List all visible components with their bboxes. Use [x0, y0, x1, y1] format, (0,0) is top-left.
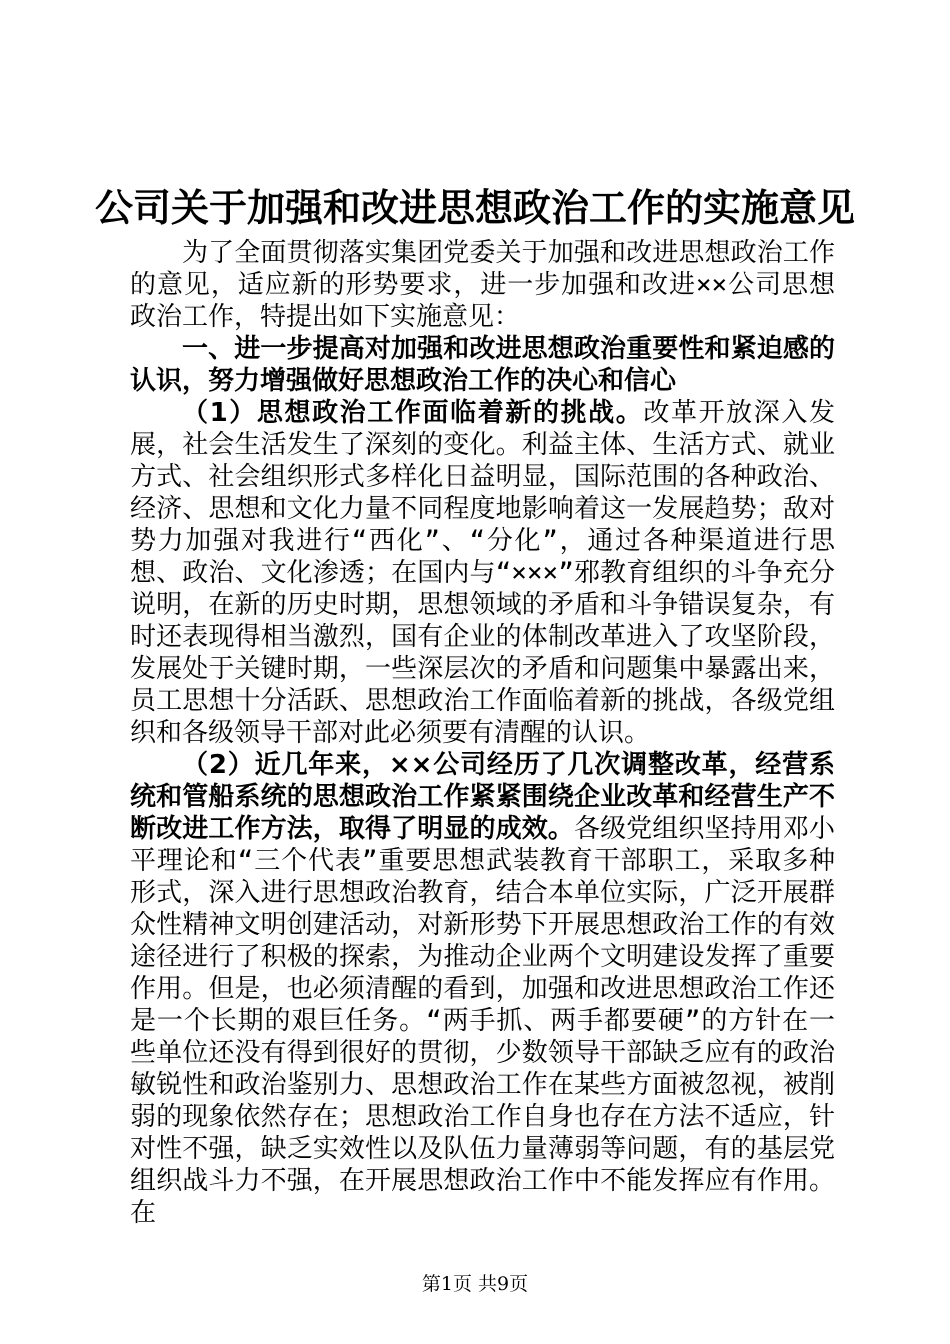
- page-number: 第1页 共9页: [421, 1273, 529, 1295]
- item-1-lead: （1）思想政治工作面临着新的挑战。: [182, 398, 644, 428]
- item-2-lead: （2）近几年来，××公司经历了几次调整改革，经营系统和管船系统的思想政治工作紧紧围绕企业改革和经营生产不断改进工作方法，取得了明显的成效。: [130, 750, 835, 844]
- item-1-paragraph: [130, 397, 835, 749]
- section-heading: 一、进一步提高对加强和改进思想政治重要性和紧迫感的认识，努力增强做好思想政治工作的决心和信心: [130, 334, 835, 396]
- intro-paragraph: 为了全面贯彻落实集团党委关于加强和改进思想政治工作的意见，适应新的形势要求，进一步加强和改进××公司思想政治工作，特提出如下实施意见：: [130, 238, 835, 332]
- document-body: [130, 237, 835, 1229]
- item-1-body: 改革开放深入发展，社会生活发生了深刻的变化。利益主体、生活方式、就业方式、社会组织形式多样化日益明显，国际范围的各种政治、经济、思想和文化力量不同程度地影响着这一发展趋势；敌对势力加强对我进行“西化”、“分化”，通过各种渠道进行思想、政治、文化渗透；在国内与“×××”邪教育组织的斗争充分说明，在新的历史时期，思想领域的矛盾和斗争错误复杂，有时还表现得相当激烈，国有企业的体制改革进入了攻坚阶段，发展处于关键时期，一些深层次的矛盾和问题集中暴露出来，员工思想十分活跃、思想政治工作面临着新的挑战，各级党组织和各级领导干部对此必须要有清醒的认识。: [130, 398, 835, 748]
- document-title: 公司关于加强和改进思想政治工作的实施意见: [94, 185, 855, 230]
- item-2-body: 各级党组织坚持用邓小平理论和“三个代表”重要思想武装教育干部职工，采取多种形式，深入进行思想政治教育，结合本单位实际，广泛开展群众性精神文明创建活动，对新形势下开展思想政治工作的有效途径进行了积极的探索，为推动企业两个文明建设发挥了重要作用。但是，也必须清醒的看到，加强和改进思想政治工作还是一个长期的艰巨任务。“两手抓、两手都要硬”的方针在一些单位还没有得到很好的贯彻，少数领导干部缺乏应有的政治敏锐性和政治鉴别力、思想政治工作在某些方面被忽视，被削弱的现象依然存在；思想政治工作自身也存在方法不适应，针对性不强，缺乏实效性以及队伍力量薄弱等问题，有的基层党组织战斗力不强，在开展思想政治工作中不能发挥应有作用。在: [130, 814, 835, 1228]
- item-2-paragraph: [130, 749, 835, 1229]
